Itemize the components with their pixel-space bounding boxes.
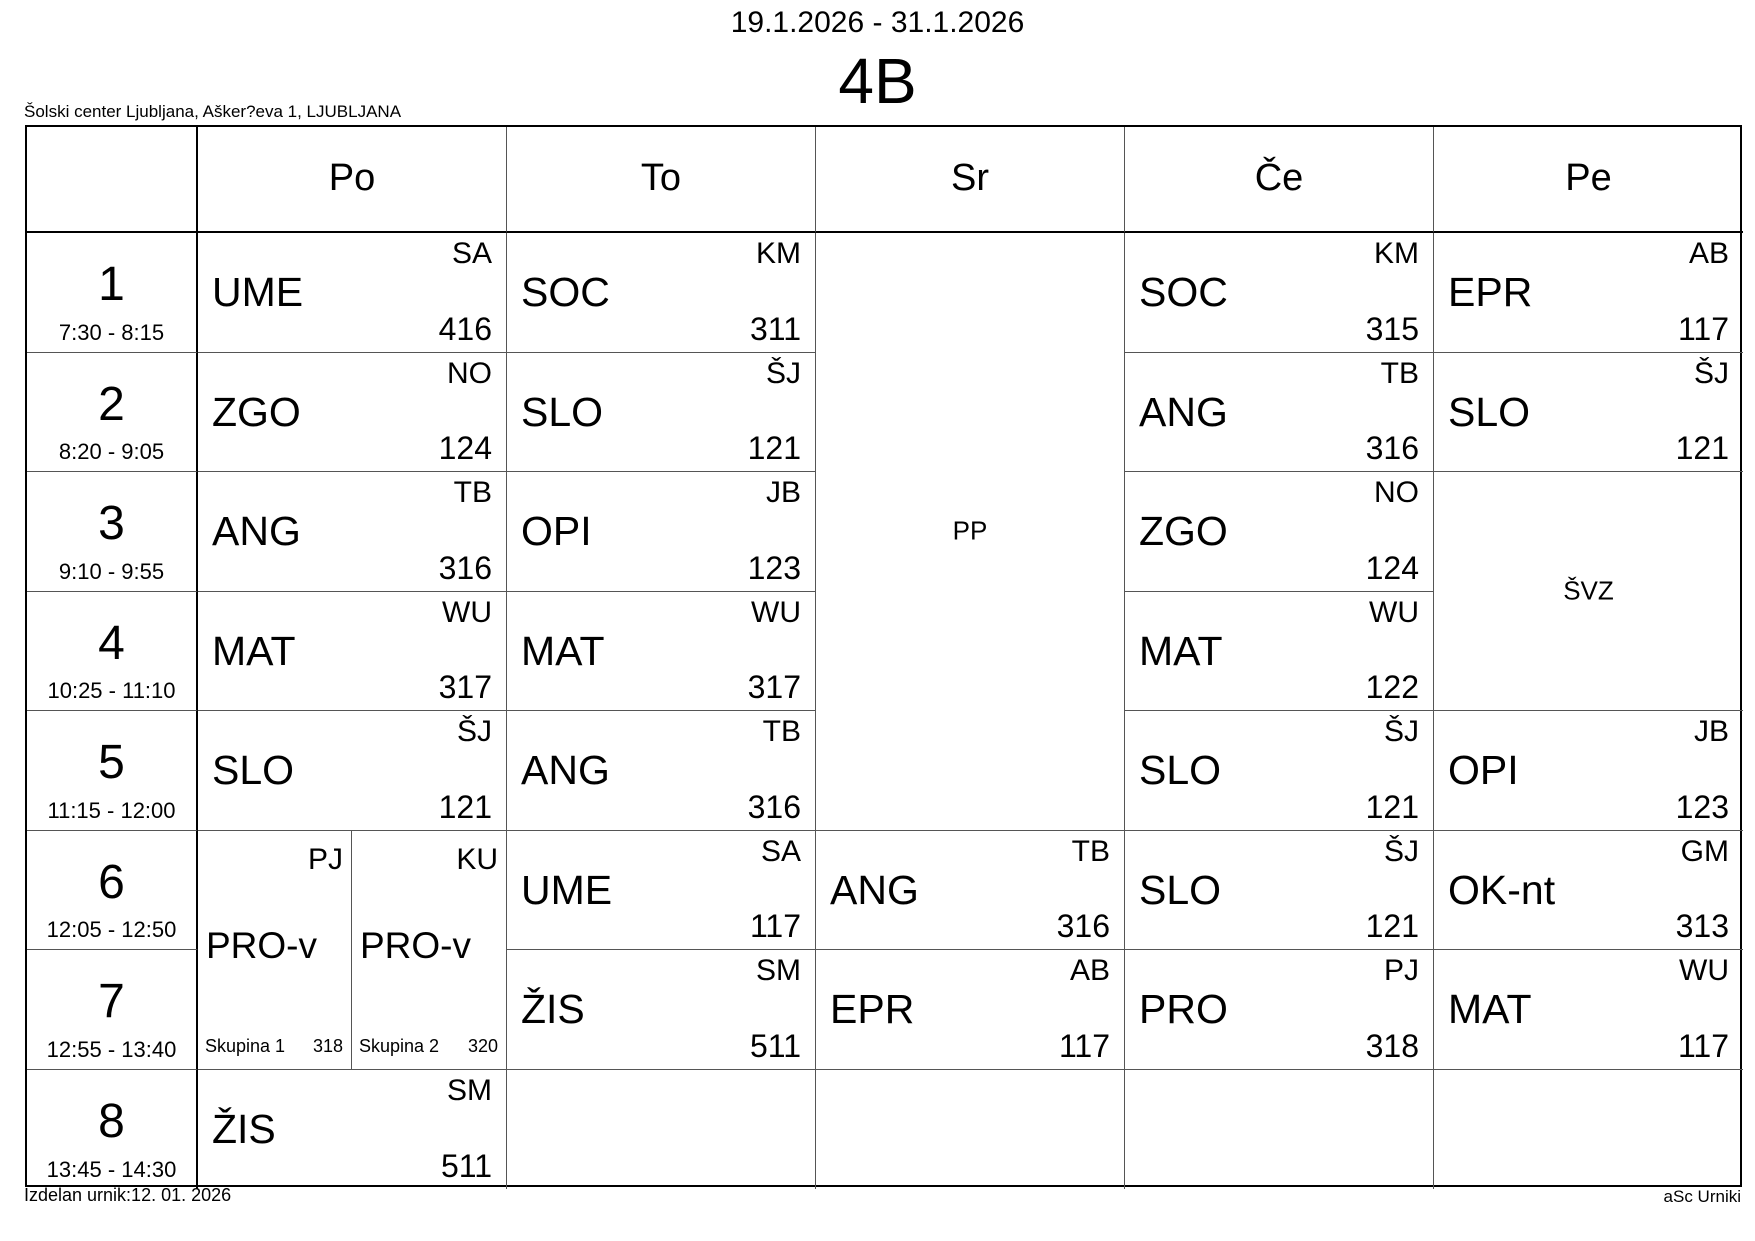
lesson-subject: ANG [830, 866, 919, 913]
period-header [27, 711, 198, 831]
lesson-room: 123 [1675, 788, 1729, 825]
lesson-subject: ŽIS [521, 986, 585, 1032]
lesson-room: 416 [438, 310, 492, 347]
lesson-teacher: AB [1688, 237, 1729, 270]
lesson-cell [1125, 353, 1434, 473]
period-number: 7 [98, 975, 125, 1028]
lesson-subject: UME [521, 866, 613, 913]
lesson-cell [1434, 950, 1743, 1070]
lesson-cell [507, 472, 816, 592]
lesson-room: 117 [1677, 310, 1729, 347]
lesson-cell [1125, 831, 1434, 951]
period-time: 9:10 - 9:55 [58, 558, 165, 584]
lesson-room: 117 [749, 908, 801, 944]
lesson-teacher: KU [456, 842, 498, 876]
lesson-group-2 [352, 831, 506, 1069]
lesson-room: 511 [440, 1148, 492, 1184]
lesson-subject: PRO [1139, 986, 1228, 1032]
lesson-teacher: SA [760, 834, 801, 868]
lesson-subject: ZGO [212, 388, 301, 435]
lesson-room: 316 [747, 788, 801, 825]
split-lesson-cell [198, 831, 507, 1070]
lesson-room: 121 [438, 788, 492, 825]
lesson-teacher: JB [765, 476, 801, 509]
lesson-subject: SOC [521, 269, 610, 315]
lesson-room: 315 [1365, 310, 1419, 347]
lesson-cell [816, 831, 1125, 951]
created-date: Izdelan urnik:12. 01. 2026 [24, 1185, 232, 1205]
block-lesson-cell [1434, 472, 1743, 711]
lesson-teacher: ŠJ [765, 356, 801, 390]
period-number: 2 [98, 377, 125, 431]
lesson-cell [198, 1070, 507, 1190]
day-header [816, 127, 1125, 233]
lesson-group-label: Skupina 2 [359, 1035, 440, 1056]
lesson-cell [507, 592, 816, 712]
lesson-subject: PRO-v [360, 924, 471, 966]
period-time: 8:20 - 9:05 [58, 439, 165, 464]
lesson-room: 311 [749, 310, 801, 347]
lesson-cell [198, 472, 507, 592]
lesson-teacher: TB [1071, 834, 1110, 868]
period-header [27, 353, 198, 473]
lesson-cell [1125, 592, 1434, 712]
lesson-room: 117 [1058, 1027, 1110, 1064]
block-lesson-cell [816, 233, 1125, 831]
lesson-cell [507, 353, 816, 473]
lesson-cell [1125, 472, 1434, 592]
lesson-room: 320 [467, 1035, 498, 1056]
empty-cell [507, 1070, 816, 1190]
lesson-room: 124 [1365, 549, 1419, 586]
lesson-cell [1125, 233, 1434, 353]
lesson-teacher: PJ [1383, 954, 1419, 987]
lesson-teacher: WU [1679, 954, 1729, 987]
lesson-cell [507, 950, 816, 1070]
lesson-cell [198, 233, 507, 353]
lesson-subject: SLO [1448, 388, 1531, 435]
lesson-room: 122 [1365, 669, 1419, 705]
lesson-subject: MAT [212, 627, 296, 674]
lesson-cell [198, 711, 507, 831]
lesson-room: 317 [438, 669, 492, 705]
period-time: 7:30 - 8:15 [58, 319, 165, 345]
lesson-teacher: NO [447, 356, 492, 390]
lesson-teacher: KM [756, 237, 801, 270]
day-header [1125, 127, 1434, 233]
lesson-room: 121 [1675, 430, 1729, 466]
period-header [27, 1070, 198, 1190]
lesson-subject: ANG [521, 747, 610, 793]
empty-cell [1125, 1070, 1434, 1190]
period-number: 5 [98, 736, 125, 789]
lesson-cell [816, 950, 1125, 1070]
lesson-room: 316 [1365, 430, 1419, 466]
lesson-subject: ANG [212, 508, 301, 554]
day-header [1434, 127, 1743, 233]
day-header [198, 127, 507, 233]
lesson-teacher: NO [1374, 476, 1419, 509]
lesson-room: 316 [1056, 908, 1110, 944]
lesson-subject: MAT [521, 627, 605, 674]
lesson-teacher: WU [442, 595, 492, 629]
lesson-teacher: WU [751, 595, 801, 629]
timetable-grid [25, 125, 1742, 1187]
lesson-room: 316 [438, 549, 492, 586]
class-title: 4B [838, 45, 917, 117]
lesson-teacher: GM [1680, 834, 1729, 868]
school-name: Šolski center Ljubljana, Ašker?eva 1, LJUBLJANA [24, 102, 402, 121]
lesson-subject: EPR [830, 986, 915, 1032]
lesson-subject: MAT [1139, 627, 1223, 674]
day-label: Pe [1565, 157, 1612, 199]
period-number: 6 [98, 855, 125, 909]
period-header [27, 233, 198, 353]
lesson-room: 121 [1365, 788, 1419, 825]
day-label: Sr [951, 157, 989, 199]
day-label: Če [1254, 157, 1304, 199]
period-header [27, 950, 198, 1070]
lesson-cell [507, 711, 816, 831]
lesson-subject: OPI [521, 508, 592, 554]
lesson-teacher: ŠJ [1383, 715, 1419, 748]
lesson-subject: PRO-v [206, 924, 317, 966]
lesson-teacher: ŠJ [1693, 356, 1729, 390]
period-time: 11:15 - 12:00 [47, 797, 176, 823]
lesson-teacher: AB [1069, 954, 1110, 987]
lesson-room: 318 [312, 1035, 343, 1056]
period-header [27, 472, 198, 592]
period-time: 12:55 - 13:40 [46, 1036, 177, 1062]
lesson-room: 124 [438, 430, 492, 466]
lesson-subject: SLO [212, 747, 295, 793]
period-number: 1 [98, 258, 125, 311]
lesson-subject: SLO [1139, 747, 1222, 793]
lesson-cell [1125, 950, 1434, 1070]
lesson-teacher: SM [756, 954, 801, 987]
lesson-cell [198, 353, 507, 473]
lesson-room: 511 [749, 1027, 801, 1064]
lesson-subject: SLO [521, 388, 604, 435]
lesson-subject: ZGO [1139, 508, 1228, 554]
day-header [507, 127, 816, 233]
period-time: 12:05 - 12:50 [46, 917, 177, 942]
lesson-subject: OK-nt [1448, 866, 1556, 913]
lesson-teacher: SA [451, 237, 492, 270]
block-lesson-label: PP [952, 515, 988, 546]
lesson-subject: EPR [1448, 269, 1533, 315]
lesson-room: 121 [747, 430, 801, 466]
lesson-teacher: SM [447, 1073, 492, 1107]
lesson-subject: UME [212, 269, 304, 315]
lesson-cell [1434, 711, 1743, 831]
lesson-room: 318 [1365, 1027, 1419, 1064]
lesson-teacher: JB [1693, 715, 1729, 748]
period-number: 8 [98, 1094, 125, 1148]
lesson-cell [1434, 233, 1743, 353]
block-lesson-label: ŠVZ [1563, 575, 1614, 606]
lesson-room: 123 [747, 549, 801, 586]
lesson-teacher: TB [1380, 356, 1419, 390]
lesson-subject: MAT [1448, 986, 1532, 1032]
lesson-cell [1434, 831, 1743, 951]
period-time: 13:45 - 14:30 [46, 1157, 177, 1182]
lesson-subject: SLO [1139, 866, 1222, 913]
lesson-teacher: PJ [307, 842, 343, 876]
lesson-teacher: ŠJ [456, 715, 492, 748]
lesson-subject: SOC [1139, 269, 1228, 315]
lesson-room: 317 [747, 669, 801, 705]
lesson-group-label: Skupina 1 [205, 1035, 286, 1056]
period-number: 3 [98, 497, 125, 550]
corner-cell [27, 127, 198, 233]
day-label: Po [328, 157, 376, 199]
lesson-cell [1434, 353, 1743, 473]
lesson-group-1 [198, 831, 352, 1069]
lesson-subject: ŽIS [212, 1105, 276, 1152]
lesson-cell [198, 592, 507, 712]
lesson-teacher: TB [453, 476, 492, 509]
lesson-cell [507, 233, 816, 353]
lesson-cell [1125, 711, 1434, 831]
lesson-room: 313 [1675, 908, 1729, 944]
lesson-subject: OPI [1448, 747, 1519, 793]
lesson-subject: ANG [1139, 388, 1228, 435]
empty-cell [1434, 1070, 1743, 1190]
period-time: 10:25 - 11:10 [47, 678, 176, 703]
lesson-room: 117 [1677, 1027, 1729, 1064]
lesson-teacher: ŠJ [1383, 834, 1419, 868]
lesson-teacher: WU [1369, 595, 1419, 629]
period-header [27, 831, 198, 951]
period-number: 4 [98, 616, 125, 670]
period-header [27, 592, 198, 712]
lesson-room: 121 [1365, 908, 1419, 944]
lesson-cell [507, 831, 816, 951]
day-label: To [640, 157, 682, 199]
empty-cell [816, 1070, 1125, 1190]
date-range: 19.1.2026 - 31.1.2026 [730, 6, 1025, 39]
lesson-teacher: TB [762, 715, 801, 748]
lesson-teacher: KM [1374, 237, 1419, 270]
generator-credit: aSc Urniki [1663, 1187, 1741, 1206]
